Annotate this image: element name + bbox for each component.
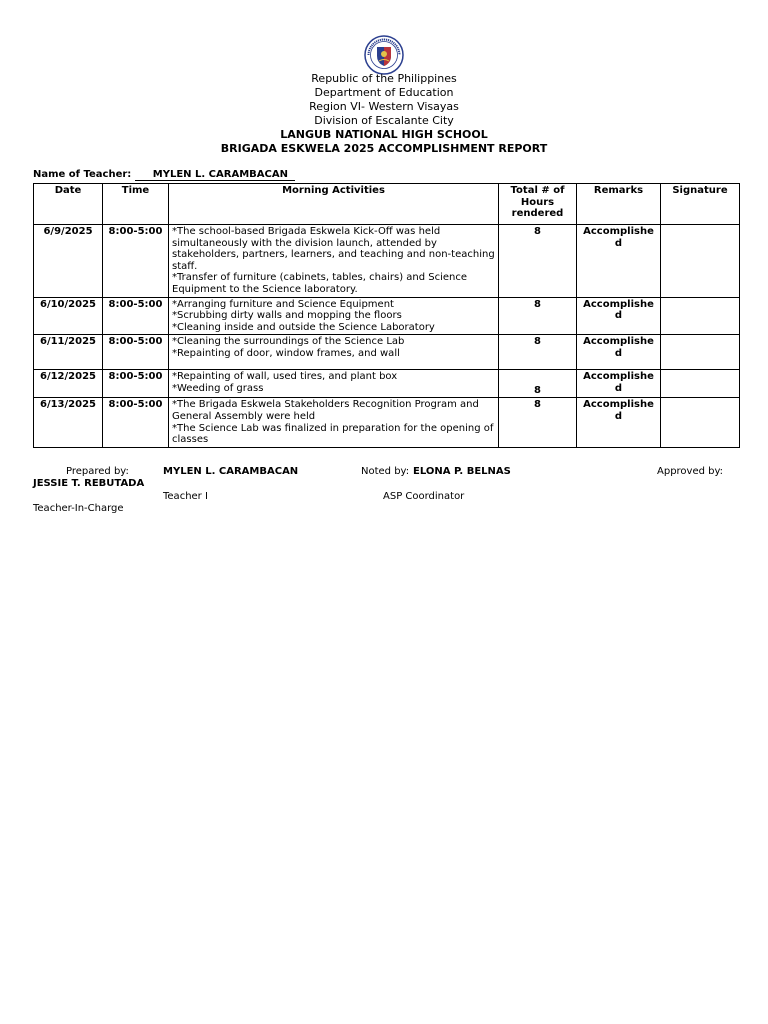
school-name: LANGUB NATIONAL HIGH SCHOOL <box>280 128 488 141</box>
header-date: Date <box>34 184 103 225</box>
row-time: 8:00-5:00 <box>103 398 169 447</box>
row-date: 6/9/2025 <box>34 225 103 298</box>
row-activities <box>169 370 499 398</box>
row-signature <box>661 225 740 298</box>
activity-item: *Transfer of furniture (cabinets, tables, chairs) and Science Equipment to the Science laboratory. <box>172 272 468 295</box>
row-time: 8:00-5:00 <box>103 335 169 370</box>
table-row <box>34 225 740 298</box>
row-signature <box>661 335 740 370</box>
row-time: 8:00-5:00 <box>103 297 169 335</box>
teacher-label: Name of Teacher: <box>33 169 132 180</box>
activity-item: *Cleaning the surroundings of the Science Lab <box>172 336 405 348</box>
header-activities: Morning Activities <box>169 184 499 225</box>
row-remarks: Accomplished <box>577 398 661 447</box>
row-activities <box>169 398 499 447</box>
table-row <box>34 398 740 447</box>
activity-item: *Arranging furniture and Science Equipment <box>172 298 394 310</box>
row-hours: 8 <box>499 335 577 370</box>
table-row <box>34 370 740 398</box>
row-activities <box>169 225 499 298</box>
row-date: 6/10/2025 <box>34 297 103 335</box>
prepared-by-title: Teacher I <box>163 491 208 502</box>
row-remarks: Accomplished <box>577 297 661 335</box>
header-region: Region VI- Western Visayas <box>309 100 459 113</box>
activity-item: *Cleaning inside and outside the Science Laboratory <box>172 321 435 333</box>
header-remarks: Remarks <box>577 184 661 225</box>
teacher-name: MYLEN L. CARAMBACAN <box>135 169 295 181</box>
prepared-by-name: MYLEN L. CARAMBACAN <box>163 466 299 477</box>
header-republic: Republic of the Philippines <box>311 72 457 85</box>
activity-item: *Scrubbing dirty walls and mopping the floors <box>172 310 402 322</box>
table-row <box>34 297 740 335</box>
noted-by-label: Noted by: <box>361 466 410 477</box>
noted-by-title: ASP Coordinator <box>383 491 465 502</box>
row-hours: 8 <box>499 225 577 298</box>
header-signature: Signature <box>661 184 740 225</box>
activity-item: *The Brigada Eskwela Stakeholders Recognition Program and General Assembly were held <box>172 399 479 422</box>
header-department: Department of Education <box>314 86 454 99</box>
deped-seal-logo <box>364 35 404 75</box>
header-time: Time <box>103 184 169 225</box>
activity-item: *The Science Lab was finalized in preparation for the opening of classes <box>172 422 494 446</box>
row-date: 6/12/2025 <box>34 370 103 398</box>
row-hours: 8 <box>499 370 577 398</box>
table-row <box>34 335 740 370</box>
row-time: 8:00-5:00 <box>103 370 169 398</box>
report-title: BRIGADA ESKWELA 2025 ACCOMPLISHMENT REPORT <box>220 142 548 155</box>
approved-by-title: Teacher-In-Charge <box>33 503 124 514</box>
row-hours: 8 <box>499 398 577 447</box>
activity-item: *Repainting of wall, used tires, and plant box <box>172 371 398 383</box>
row-date: 6/11/2025 <box>34 335 103 370</box>
row-signature <box>661 370 740 398</box>
approved-by-name: JESSIE T. REBUTADA <box>33 478 145 489</box>
row-activities <box>169 335 499 370</box>
row-date: 6/13/2025 <box>34 398 103 447</box>
header-hours: Total # of Hours rendered <box>499 184 577 225</box>
row-remarks: Accomplished <box>577 370 661 398</box>
row-signature <box>661 398 740 447</box>
accomplishment-table <box>33 183 740 448</box>
prepared-by-label: Prepared by: <box>66 466 129 477</box>
activity-item: *Weeding of grass <box>172 382 264 394</box>
row-signature <box>661 297 740 335</box>
approved-by-label: Approved by: <box>657 466 724 477</box>
row-time: 8:00-5:00 <box>103 225 169 298</box>
row-remarks: Accomplished <box>577 225 661 298</box>
row-activities <box>169 297 499 335</box>
activity-item: *Repainting of door, window frames, and wall <box>172 347 400 359</box>
noted-by-name: ELONA P. BELNAS <box>413 466 511 477</box>
row-hours: 8 <box>499 297 577 335</box>
header-division: Division of Escalante City <box>314 114 454 127</box>
teacher-name-line <box>33 169 295 181</box>
activity-item: *The school-based Brigada Eskwela Kick-Off was held simultaneously with the division launch, attended by stakeholders, partners, learners, and teaching and non-teaching staff. <box>172 226 495 272</box>
document-header <box>0 72 768 156</box>
row-remarks: Accomplished <box>577 335 661 370</box>
